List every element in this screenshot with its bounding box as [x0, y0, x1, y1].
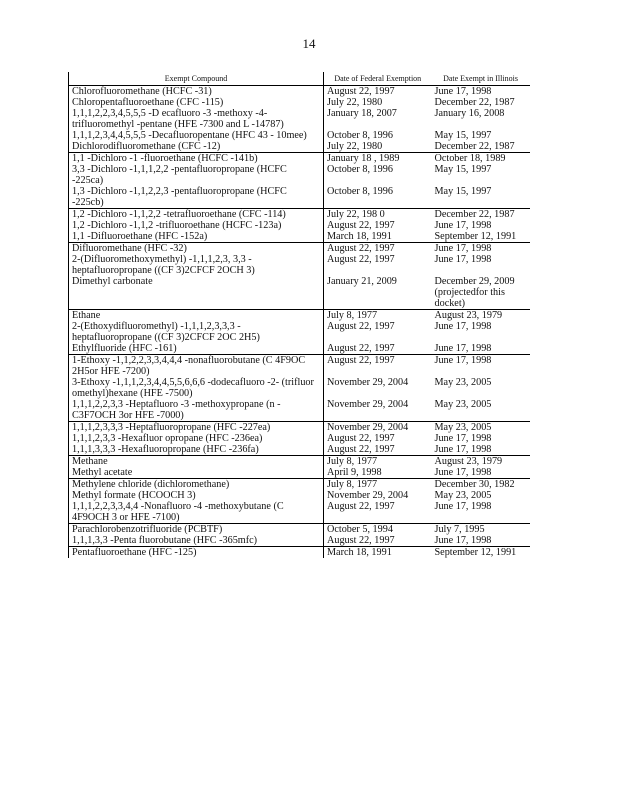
table-row: [69, 321, 530, 343]
compound-cell: 1,1,1,2,3,3,3 -Heptafluoropropane (HFC -227ea): [69, 422, 324, 434]
table-body: [69, 86, 530, 559]
table-row: [69, 97, 530, 108]
illinois-date-cell: June 17, 1998: [434, 444, 492, 455]
illinois-date-cell: May 15, 1997: [434, 130, 492, 141]
federal-date-cell: March 18, 1991: [327, 547, 392, 558]
federal-date-cell: November 29, 2004: [327, 399, 409, 410]
illinois-date-cell: September 12, 1991: [434, 231, 517, 242]
illinois-date-cell: June 17, 1998: [434, 535, 492, 546]
illinois-date-cell: September 12, 1991: [434, 547, 517, 558]
federal-date-cell: October 8, 1996: [327, 130, 393, 141]
compound-cell: Parachlorobenzotrifluoride (PCBTF): [69, 524, 324, 536]
federal-date-cell: August 22, 1997: [327, 220, 395, 231]
illinois-date-cell: June 17, 1998: [434, 467, 492, 478]
table-row: [69, 231, 530, 243]
compound-cell: 1,1 -Dichloro -1 -fluoroethane (HCFC -141b): [69, 153, 324, 165]
illinois-date-cell: May 15, 1997: [434, 164, 492, 175]
compound-cell: Methyl acetate: [69, 467, 324, 479]
table-row: [69, 399, 530, 422]
federal-date-cell: October 8, 1996: [327, 186, 393, 197]
page-number: 14: [302, 36, 316, 51]
federal-date-cell: July 22, 1980: [327, 141, 383, 152]
federal-date-cell: November 29, 2004: [327, 422, 409, 433]
table-row: [69, 209, 530, 221]
table-row: [69, 153, 530, 165]
federal-date-cell: August 22, 1997: [327, 321, 395, 332]
table-row: [69, 220, 530, 231]
federal-date-cell: August 22, 1997: [327, 343, 395, 354]
compound-cell: 1,2 -Dichloro -1,1,2 -trifluoroethane (HCFC -123a): [69, 220, 324, 231]
illinois-date-cell: June 17, 1998: [434, 254, 492, 265]
table-row: [69, 243, 530, 255]
federal-date-cell: August 22, 1997: [327, 86, 395, 97]
illinois-date-cell: January 16, 2008: [434, 108, 505, 119]
federal-date-cell: January 18 , 1989: [327, 153, 400, 164]
federal-date-cell: August 22, 1997: [327, 254, 395, 265]
federal-date-cell: July 8, 1977: [327, 310, 378, 321]
federal-date-cell: August 22, 1997: [327, 243, 395, 254]
federal-date-cell: July 22, 1980: [327, 97, 383, 108]
compound-cell: Ethane: [69, 310, 324, 322]
compound-cell: Difluoromethane (HFC -32): [69, 243, 324, 255]
compound-cell: 1,3 -Dichloro -1,1,2,2,3 -pentafluoropropane (HCFC -225cb): [69, 186, 324, 209]
table-row: [69, 254, 530, 276]
table-row: [69, 310, 530, 322]
compound-cell: Pentafluoroethane (HFC -125): [69, 547, 324, 559]
illinois-date-cell: June 17, 1998: [434, 343, 492, 354]
illinois-date-cell: June 17, 1998: [434, 433, 492, 444]
compound-cell: 1,1,1,2,2,3,3 -Heptafluoro -3 -methoxypropane (n - C3F7OCH 3or HFE -7000): [69, 399, 324, 422]
federal-date-cell: November 29, 2004: [327, 377, 409, 388]
compound-cell: 3,3 -Dichloro -1,1,1,2,2 -pentafluoropropane (HCFC -225ca): [69, 164, 324, 186]
compound-cell: 1,1 -Difluoroethane (HFC -152a): [69, 231, 324, 243]
table-row: [69, 164, 530, 186]
federal-date-cell: October 5, 1994: [327, 524, 393, 535]
illinois-date-cell: August 23, 1979: [434, 456, 503, 467]
compound-cell: Dichlorodifluoromethane (CFC -12): [69, 141, 324, 153]
illinois-date-cell: December 22, 1987: [434, 209, 515, 220]
illinois-date-cell: June 17, 1998: [434, 355, 492, 366]
compound-cell: 1,1,1,2,2,3,4,5,5,5 -D ecafluoro -3 -methoxy -4- trifluoromethyl -pentane (HFE -7300 and L -14787): [69, 108, 324, 130]
illinois-date-cell: June 17, 1998: [434, 220, 492, 231]
illinois-date-cell: December 30, 1982: [434, 479, 515, 490]
table-row: [69, 467, 530, 479]
table-row: [69, 130, 530, 141]
illinois-date-cell: May 23, 2005: [434, 490, 492, 501]
federal-date-cell: January 18, 2007: [327, 108, 397, 119]
table-row: [69, 86, 530, 98]
table-row: [69, 141, 530, 153]
table-row: [69, 444, 530, 456]
table-header-row: [69, 72, 530, 86]
compound-cell: 1,1,1,3,3 -Penta fluorobutane (HFC -365mfc): [69, 535, 324, 547]
illinois-date-cell: July 7, 1995: [434, 524, 485, 535]
illinois-date-cell: June 17, 1998: [434, 243, 492, 254]
illinois-date-cell: June 17, 1998: [434, 501, 492, 512]
compound-cell: 1,1,1,3,3,3 -Hexafluoropropane (HFC -236fa): [69, 444, 324, 456]
compound-cell: 3-Ethoxy -1,1,1,2,3,4,4,5,5,6,6,6 -dodecafluoro -2- (trifluor omethyl)hexane (HFE -7500): [69, 377, 324, 399]
illinois-date-cell: June 17, 1998: [434, 321, 492, 332]
illinois-date-cell: October 18, 1989: [434, 153, 506, 164]
compound-cell: 1,2 -Dichloro -1,1,2,2 -tetrafluoroethane (CFC -114): [69, 209, 324, 221]
federal-date-cell: July 8, 1977: [327, 456, 378, 467]
table-row: [69, 535, 530, 547]
table-row: [69, 343, 530, 355]
table-row: [69, 276, 530, 310]
federal-date-cell: August 22, 1997: [327, 444, 395, 455]
compound-cell: Methylene chloride (dichloromethane): [69, 479, 324, 491]
federal-date-cell: July 8, 1977: [327, 479, 378, 490]
compound-cell: 1,1,1,2,3,4,4,5,5,5 -Decafluoropentane (HFC 43 - 10mee): [69, 130, 324, 141]
table-row: [69, 108, 530, 130]
table-row: [69, 186, 530, 209]
federal-date-cell: August 22, 1997: [327, 433, 395, 444]
table-row: [69, 355, 530, 378]
table-row: [69, 456, 530, 468]
table-row: [69, 377, 530, 399]
federal-date-cell: April 9, 1998: [327, 467, 382, 478]
illinois-date-cell: May 23, 2005: [434, 399, 492, 410]
compound-cell: 1,1,1,2,3,3 -Hexafluor opropane (HFC -236ea): [69, 433, 324, 444]
header-illinois-date: Date Exempt in Illinois: [443, 74, 518, 83]
federal-date-cell: July 22, 198 0: [327, 209, 385, 220]
header-compound: Exempt Compound: [69, 72, 324, 86]
compound-cell: Chloropentafluoroethane (CFC -115): [69, 97, 324, 108]
compound-cell: Methyl formate (HCOOCH 3): [69, 490, 324, 501]
table-row: [69, 547, 530, 559]
compound-cell: Methane: [69, 456, 324, 468]
compound-cell: 2-(Ethoxydifluoromethyl) -1,1,1,2,3,3,3 - heptafluoropropane ((CF 3)2CFCF 2OC 2H5): [69, 321, 324, 343]
compound-cell: 1,1,1,2,2,3,3,4,4 -Nonafluoro -4 -methoxybutane (C 4F9OCH 3 or HFE -7100): [69, 501, 324, 524]
illinois-date-cell: June 17, 1998: [434, 86, 492, 97]
table-row: [69, 479, 530, 491]
illinois-date-cell: December 22, 1987: [434, 141, 515, 152]
illinois-date-cell: August 23, 1979: [434, 310, 503, 321]
federal-date-cell: October 8, 1996: [327, 164, 393, 175]
table-row: [69, 433, 530, 444]
illinois-date-cell: December 29, 2009 (projectedfor this docket): [434, 276, 515, 309]
table-row: [69, 490, 530, 501]
federal-date-cell: November 29, 2004: [327, 490, 409, 501]
compound-cell: Dimethyl carbonate: [69, 276, 324, 310]
illinois-date-cell: December 22, 1987: [434, 97, 515, 108]
compound-cell: Chlorofluoromethane (HCFC -31): [69, 86, 324, 98]
federal-date-cell: March 18, 1991: [327, 231, 392, 242]
header-federal-date: Date of Federal Exemption: [334, 74, 422, 83]
exempt-compounds-table: [68, 72, 530, 558]
compound-cell: 2-(Difluoromethoxymethyl) -1,1,1,2,3, 3,3 - heptafluoropropane ((CF 3)2CFCF 2OCH 3): [69, 254, 324, 276]
table-row: [69, 422, 530, 434]
federal-date-cell: August 22, 1997: [327, 535, 395, 546]
compound-cell: Ethylfluoride (HFC -161): [69, 343, 324, 355]
table-row: [69, 501, 530, 524]
illinois-date-cell: May 15, 1997: [434, 186, 492, 197]
compound-cell: 1-Ethoxy -1,1,2,2,3,3,4,4,4 -nonafluorobutane (C 4F9OC 2H5or HFE -7200): [69, 355, 324, 378]
federal-date-cell: August 22, 1997: [327, 355, 395, 366]
federal-date-cell: January 21, 2009: [327, 276, 397, 287]
table-row: [69, 524, 530, 536]
illinois-date-cell: May 23, 2005: [434, 422, 492, 433]
federal-date-cell: August 22, 1997: [327, 501, 395, 512]
illinois-date-cell: May 23, 2005: [434, 377, 492, 388]
